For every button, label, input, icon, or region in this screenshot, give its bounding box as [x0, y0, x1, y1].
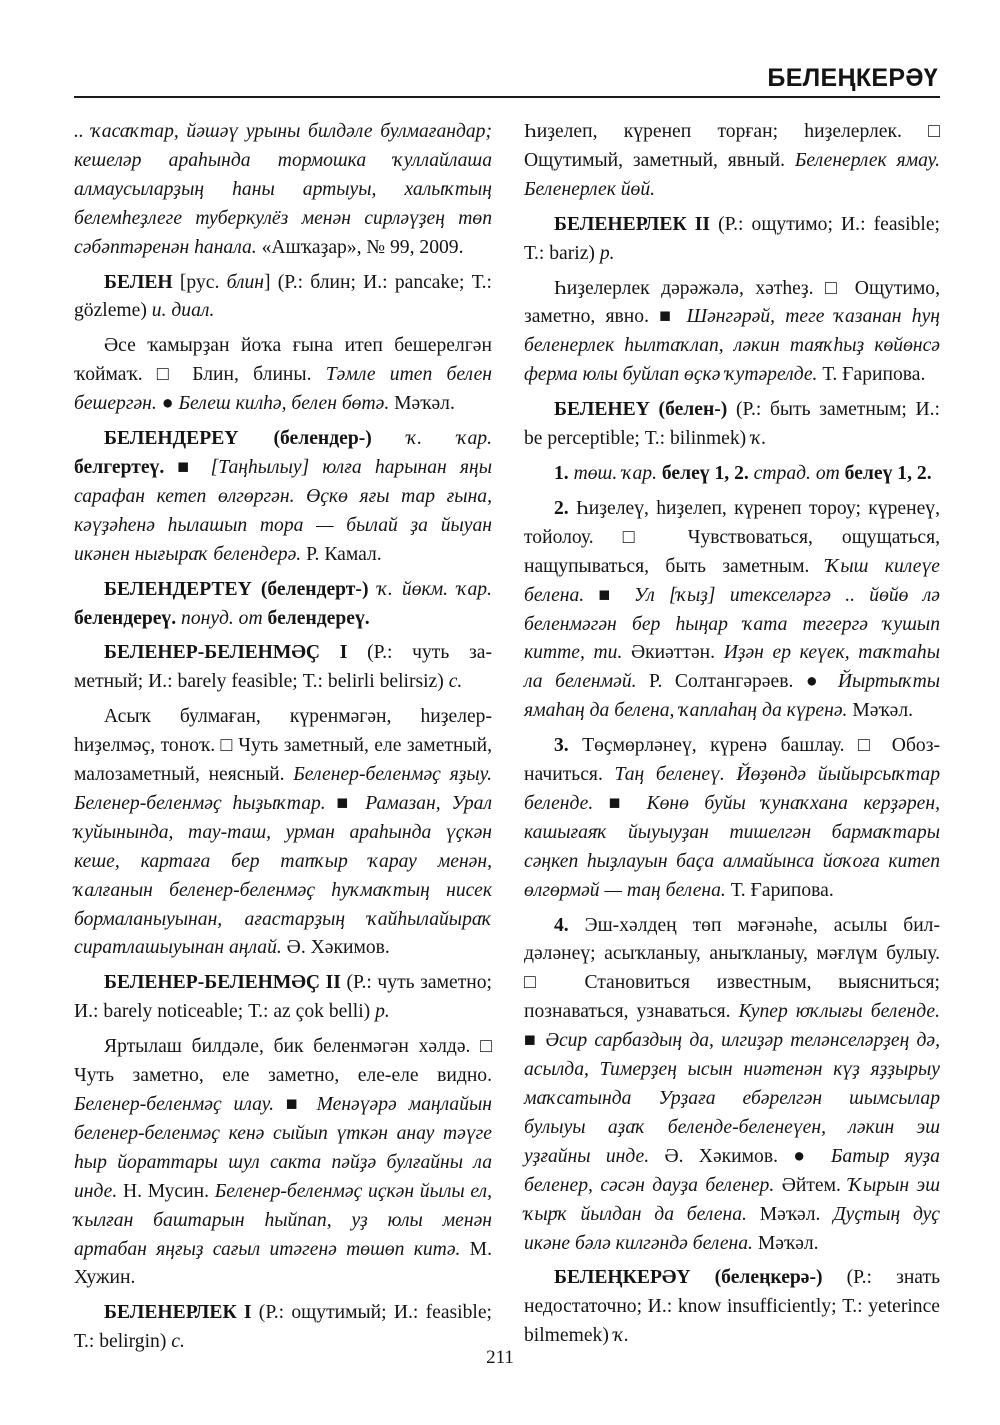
italic-text: Батыр яуҙа беленер, сәсән дауҙа беленер.: [524, 1145, 940, 1196]
body-text: Ә. Хәкимов.: [281, 937, 390, 959]
italic-text: ҡ.: [613, 1325, 630, 1347]
italic-text: Таң беленеү. Йөҙөндә йыйырсыҡтар беленде.: [524, 764, 940, 814]
body-text: Әсе ҡамырҙан йоҡа ғына итеп бешерелгән ҡоймаҡ. □ Блин, блины.: [74, 335, 492, 386]
body-text: Мәҡәл.: [847, 700, 914, 722]
dictionary-paragraph: [74, 576, 492, 634]
body-text: ■: [593, 792, 647, 814]
dictionary-paragraph: [524, 912, 940, 1259]
body-text: Т. Ғарипова.: [725, 879, 834, 901]
headword-text: БЕЛЕНЕР-БЕЛЕНМӘҪ I: [104, 642, 348, 664]
header-rule: [74, 96, 940, 98]
body-text: Һиҙелерлек дәрәжәлә, хәтһеҙ. □ Ощутимо, заметно, явно. ■: [524, 277, 940, 328]
headword-text: белгертеү.: [74, 456, 165, 478]
dictionary-paragraph: [524, 211, 940, 269]
body-text: Н. Мусин.: [117, 1180, 215, 1202]
italic-text: Дуҫтың дуҫ икәне бәлә килгәндә белена.: [524, 1203, 940, 1254]
headword-text: белеү 1, 2.: [839, 462, 932, 484]
body-text: (Р.: чуть заметный; И.: barely feasible; Т.: belirli belirsiz): [74, 642, 492, 693]
headword-text: 2.: [554, 497, 569, 519]
body-text: Әкиәттән.: [622, 642, 724, 664]
body-text: ■: [164, 456, 211, 478]
italic-text: с.: [448, 671, 463, 693]
headword-text: БЕЛЕНЕРЛЕК I: [104, 1302, 252, 1324]
italic-text: страд. от: [748, 462, 840, 484]
headword-text: белендереү.: [74, 607, 177, 629]
headword-text: БЕЛЕН: [104, 271, 173, 293]
dictionary-paragraph: [524, 495, 940, 726]
italic-text: Әсир сарбаздың да, илгиҙәр теләнселәрҙең дә, асылда, Тимерҙең ысын ниәтенән күҙ яҙҙырыу маҡсатында Урҙаға ебәрелгән шымсылар булыуы аҙаҡ беленде-беленеүен, ләкин эш уҙғайны инде.: [524, 1030, 941, 1167]
headword-text: БЕЛЕНЕҮ (белен-): [554, 399, 728, 421]
dictionary-paragraph: [74, 703, 492, 963]
italic-text: Ҡырын эш ҡырҡ йылдан да белена.: [524, 1174, 940, 1225]
italic-text: Купер юҡлығы беленде.: [738, 1001, 940, 1023]
italic-text: с.: [171, 1331, 185, 1353]
body-text: (Р.: ощутимо; И.: feasible; Т.: bariz): [524, 213, 940, 264]
left-column: [74, 118, 492, 1363]
body-text: ■: [325, 792, 366, 814]
body-text: Ә. Хәкимов. ●: [649, 1145, 831, 1167]
italic-text: Ул [ҡыҙ] итекселәргә .. йөйө лә беленмәгән бер һыңар ҡата тегергә ҡушып китте, ти.: [524, 584, 940, 664]
body-text: Асыҡ булмаған, күренмәгән, һиҙелер-һиҙелмәҫ, тоноҡ. □ Чуть заметный, еле заметный, малозаметный, неясный.: [74, 706, 492, 786]
italic-text: Шәнгәрәй, теге ҡазанан һуң беленерлек һылтаҡлап, ләкин таяҡһыҙ көйөнсә ферма юлы буйлап өҫкә ҡутәрелде.: [524, 306, 940, 386]
dictionary-paragraph: [524, 732, 940, 905]
headword-text: 1.: [554, 462, 569, 484]
dictionary-paragraph: [74, 1033, 492, 1293]
italic-text: Беленерлек ямау. Беленерлек йөй.: [524, 149, 941, 200]
body-text: Эш-хәлдең төп мәғәнәһе, асылы билдәләнеү; асыҡланыу, аныҡланыу, мәғлүм булыу. □ Становиться известным, выясниться; познаваться, узнаваться.: [524, 914, 940, 1023]
headword-text: белендереү.: [262, 607, 370, 629]
italic-text: Менәүәрә маңлайын беленер-беленмәҫ кенә сыйып үткән анау тәүге һыр йораттары шул сакта пәйҙә булғайны ла инде.: [74, 1094, 492, 1202]
dictionary-paragraph: [524, 118, 940, 205]
italic-text: р.: [599, 242, 615, 264]
italic-text: и. диал.: [151, 300, 215, 322]
body-text: ■: [584, 584, 635, 606]
dictionary-paragraph: [74, 425, 492, 570]
body-text: Һиҙелеп, күренеп торған; һиҙелерлек. □ Ощутимый, заметный, явный.: [524, 121, 940, 171]
italic-text: р.: [375, 1001, 390, 1023]
headword-text: БЕЛЕНДЕРТЕҮ (белендерт-): [104, 578, 369, 600]
body-text: Төҫмөрләнеү, күренә башлау. □ Обозначиться.: [524, 735, 940, 786]
right-column: [524, 118, 940, 1357]
italic-text: Тәмле итеп белен бешергән.: [74, 364, 493, 415]
body-text: Һиҙелеү, һиҙелеп, күренеп тороу; күренеү, тойолоу. □ Чувствоваться, ощущаться, нащупываться, быть заметным.: [524, 497, 940, 577]
body-text: Яртылаш билдәле, бик беленмәгән хәлдә. □ Чуть заметно, еле заметно, еле-еле видно.: [74, 1036, 492, 1087]
body-text: (Р.: ощутимый; И.: feasible; Т.: belirgin): [74, 1302, 492, 1353]
italic-text: [Таңһылыу] юлға һарынан яңы сарафан кетеп өлгөргән. Өҫкө яғы тар ғына, кәүҙәһенә һылашып тора — былай ҙа йыуан икәнен нығыраҡ белендерә.: [74, 456, 492, 565]
dictionary-paragraph: [74, 639, 492, 697]
italic-text: ҡ. йөкм. ҡар.: [368, 578, 492, 600]
headword-text: БЕЛЕҢКЕРӘҮ (белеңкерә-): [554, 1267, 823, 1289]
italic-text: Беленер-беленмәҫ иҫкән йылы ел, ҡылған баштарын һыйпап, уҙ юлы менән артабан яңғыҙ сағыл итәгенә төшөп китә.: [74, 1180, 492, 1260]
body-text: Мәҡәл.: [752, 1232, 819, 1254]
italic-text: ҡ. ҡар.: [371, 428, 492, 450]
headword-text: БЕЛЕНДЕРЕҮ (белендер-): [104, 428, 372, 450]
italic-text: ҡ.: [751, 428, 767, 450]
italic-text: Йыртыҡты ямаһаң да белена, ҡаплаһаң да күренә.: [524, 671, 940, 722]
body-text: Әйтем.: [774, 1174, 849, 1196]
dictionary-paragraph: [74, 269, 492, 327]
body-text: (Р.: знать недостаточно; И.: know insufficiently; Т.: yeterince bilmemek): [524, 1267, 940, 1347]
body-text: М. Хужин.: [74, 1238, 492, 1289]
body-text: Т. Ғарипова.: [817, 364, 926, 386]
headword-text: белеү 1, 2.: [656, 462, 749, 484]
body-text: (Р.: чуть заметно; И.: barely noticeable; Т.: az çok belli): [74, 972, 492, 1023]
body-text: Мәҡәл.: [746, 1203, 834, 1225]
body-text: ] (Р.: блин; И.: pancake; Т.: gözleme): [74, 271, 492, 322]
body-text: «Ашҡаҙар», № 99, 2009.: [256, 236, 464, 258]
running-head: БЕЛЕҢКЕРӘҮ: [767, 64, 938, 92]
dictionary-paragraph: [524, 1264, 940, 1351]
body-text: Мәҡәл.: [389, 393, 455, 415]
dictionary-paragraph: [524, 275, 940, 391]
dictionary-paragraph: [524, 396, 940, 454]
italic-text: Ҡыш килеүе белена.: [524, 555, 940, 606]
headword-text: 4.: [554, 914, 569, 936]
italic-text: Беленер-беленмәҫ илау.: [74, 1094, 274, 1115]
italic-text: төш. ҡар.: [568, 462, 657, 484]
italic-text: блин: [226, 271, 264, 293]
italic-text: понуд. от: [176, 607, 263, 629]
body-text: ■: [274, 1094, 317, 1115]
dictionary-paragraph: [74, 118, 492, 263]
body-text: [рус.: [172, 271, 227, 293]
italic-text: Көнө буйы ҡунаҡхана керҙәрен, кашығаяҡ йыуыуҙан тишелгән бармаҡтары сәңкеп һыҙлауын баҫа алмайынса йоҡоға китеп өлгөрмәй — таң белена.: [524, 792, 940, 901]
body-text: Р. Камал.: [301, 543, 382, 565]
body-text: (Р.: быть заметным; И.: be perceptible; Т.: bilinmek): [524, 399, 940, 450]
headword-text: БЕЛЕНЕР-БЕЛЕНМӘҪ II: [104, 972, 341, 994]
dictionary-paragraph: [524, 460, 940, 489]
italic-text: Иҙән ер кеүек, таҡтаһы ла беленмәй.: [524, 642, 941, 693]
dictionary-paragraph: [74, 969, 492, 1027]
body-text: ●: [156, 393, 179, 415]
body-text: ■: [524, 1030, 546, 1052]
italic-text: Беленер-беленмәҫ яҙыу. Беленер-беленмәҫ һыҙыҡтар.: [74, 764, 492, 814]
page-header: [0, 56, 1000, 100]
headword-text: 3.: [554, 735, 569, 757]
body-text: Р. Солтангәрәев. ●: [636, 671, 838, 693]
headword-text: БЕЛЕНЕРЛЕК II: [554, 213, 711, 235]
dictionary-paragraph: [74, 332, 492, 419]
italic-text: Рамазан, Урал ҡуйынында, тау-таш, урман араһында үҫкән кеше, картаға бер тапҡыр ҡарау менән, ҡалғанын беленер-беленмәҫ һуҡмаҡтың нисек бормаланыуынан, ағастарҙың ҡайһылайыраҡ сиратлашыуынан аңлай.: [74, 792, 492, 959]
italic-text: Белеш килһә, белен бөтә.: [178, 393, 390, 415]
page-number: 211: [486, 1347, 514, 1368]
italic-text: .. ҡасаҡтар, йәшәү урыны билдәле булмағандар; кешеләр араһында тормошка ҡуллайлаша алмаусыларҙың һаны артыуы, халыҡтың белемһеҙлеге туберкулёз менән сирләүҙең төп сәбәптәренән һанала.: [74, 121, 492, 258]
